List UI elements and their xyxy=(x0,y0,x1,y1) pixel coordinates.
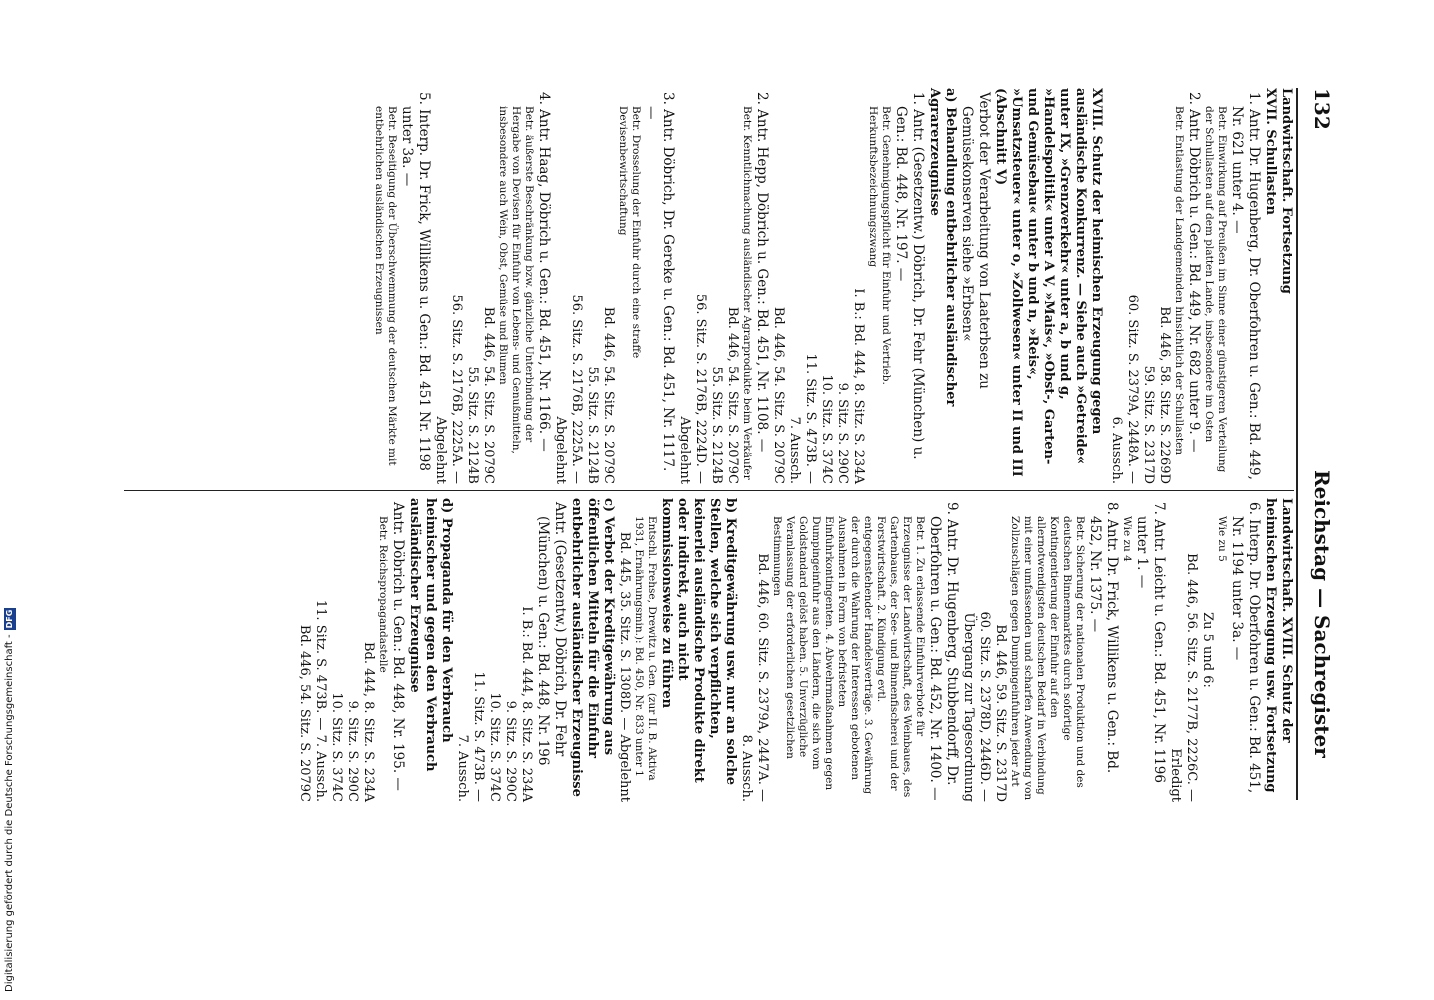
register-line: XVIII. Schutz der heimischen Erzeugung gegen ausländische Konkurrenz. — Siehe auch »Getreide« unter IX, »Grenzverkehr« unter a, b und g, »Handelspolitik« unter A V, »Mais«, »Obst-, Garten- und Gemüsebau« unter b und n, »Reis«, »Umsatzsteuer« unter o, »Zollwesen« unter II und III (Abschnitt V) xyxy=(993,88,1104,477)
register-line: 9. Sitz. S. 290C xyxy=(503,700,518,802)
register-line: 2. Antr. Döbrich u. Gen.: Bd. 449, Nr. 682 unter 9. — xyxy=(1186,92,1202,453)
register-line: Bd. 446, 59. Sitz. S. 2317D xyxy=(993,624,1008,802)
register-line: I. B.: Bd. 444, 8. Sitz. S. 234A xyxy=(519,606,534,802)
register-line: Bd. 446, 54. Sitz. S. 2079C xyxy=(481,306,496,484)
register-line: 8. Aussch. xyxy=(739,734,754,802)
digitization-note xyxy=(4,392,16,992)
register-line: XVII. Schullasten xyxy=(1263,88,1278,215)
register-line: I. B.: Bd. 444, 8. Sitz. S. 234A xyxy=(851,288,866,484)
register-line: 59. Sitz. S. 2317D xyxy=(1141,365,1156,484)
register-line: 8. Antr. Dr. Frick, Willikens u. Gen.: Bd. 452, Nr. 1375. — xyxy=(1087,502,1120,774)
register-line: Antr. Döbrich u. Gen.: Bd. 448, Nr. 195. — xyxy=(390,502,406,791)
register-line: Wie zu 4 xyxy=(1121,516,1133,562)
register-line: Abgelehnt xyxy=(677,416,692,484)
register-line: 55. Sitz. S. 2124B xyxy=(465,366,480,484)
register-line: Antr. (Gesetzentw.) Döbrich, Dr. Fehr (München) u. Gen.: Bd. 448, Nr. 196 xyxy=(535,502,568,766)
register-line: d) Propaganda für den Verbrauch heimischer und gegen den Verbrauch ausländischer Erzeugnisse xyxy=(407,498,454,772)
register-line: c) Verbot der Kreditgewährung aus öffentlichen Mitteln für die Einfuhr entbehrlicher ausländischer Erzeugnisse xyxy=(569,498,616,797)
register-line: Abgelehnt xyxy=(433,416,448,484)
register-line: 10. Sitz. S. 374C xyxy=(819,374,834,484)
register-line: Bd. 444, 8. Sitz. S. 234A xyxy=(361,641,376,802)
register-line: Betr. Einwirkung auf Preußen im Sinne einer günstigeren Verteilung der Schullasten auf dem platten Lande, insbesondere im Osten xyxy=(1203,106,1228,473)
register-line: 55. Sitz. S. 2124B xyxy=(585,366,600,484)
register-line: Bd. 446, 54. Sitz. S. 2079C xyxy=(297,624,312,802)
register-line: 60. Sitz. S. 2378D, 2446D. — xyxy=(977,611,992,802)
register-line: 9. Antr. Dr. Hugenberg, Stubbendorff, Dr. Oberfohren u. Gen.: Bd. 452, Nr. 1400. — xyxy=(927,502,960,801)
register-line: 9. Sitz. S. 290C xyxy=(835,382,850,484)
register-line: Abgelehnt xyxy=(553,416,568,484)
register-line: 6. Interp. Dr. Oberfohren u. Gen.: Bd. 451, Nr. 1194 unter 3a. — xyxy=(1229,502,1262,794)
register-line: Bd. 446, 54. Sitz. S. 2079C xyxy=(601,306,616,484)
register-line: Wie zu 5 xyxy=(1216,516,1228,562)
register-line: Betr. 1. Zu erlassende Einfuhrverbote für Erzeugnisse der Landwirtschaft, des Weinbaues, des Gartenbaues, der See- und Binnenfischerei und der Forstwirtschaft. 2. Kündigung evtl. entgegenstehender Handelsverträge. 3. Gewährung der durch die Wahrung der Interessen gebotenen Ausnahmen in Form von befristeten Einfuhrkontingenten. 4. Abwehrmaßnahmen gegen Dumpingeinfuhr aus den Ländern, die sich vom Goldstandard gelöst haben. 5. Unverzügliche Veranlassung der erforderlichen gesetzlichen Bestimmungen xyxy=(771,516,926,798)
register-line: Betr. Entlastung der Landgemeinden hinsichtlich der Schullasten xyxy=(1173,106,1185,456)
register-line: Zu 5 und 6: xyxy=(1200,612,1215,688)
register-line: 9. Sitz. S. 290C xyxy=(345,700,360,802)
register-line: a) Behandlung entbehrlicher ausländischer Agrarerzeugnisse xyxy=(927,88,958,407)
register-line: Bd. 446, 60. Sitz. S. 2379A, 2447A. — xyxy=(755,553,770,802)
register-line: 7. Aussch. xyxy=(455,734,470,802)
left-column xyxy=(372,88,1294,484)
register-line: 60. Sitz. S. 2379A, 2448A. — xyxy=(1125,294,1140,484)
register-line: 11. Sitz. S. 473B. — xyxy=(803,353,818,484)
register-line: Betr. Beseitigung der Überschwemmung der deutschen Märkte mit entbehrlichen ausländischen Erzeugnissen xyxy=(373,106,398,466)
register-line: Bd. 446, 56. Sitz. S. 2177B, 2226C. — xyxy=(1184,553,1199,802)
register-line: 10. Sitz. S. 374C xyxy=(487,692,502,802)
register-line: Betr. Genehmigungspflicht für Einfuhr und Vertrieb. Herkunftsbezeichnungszwang xyxy=(867,106,892,385)
register-line: 1. Antr. Dr. Hugenberg, Dr. Oberfohren u. Gen.: Bd. 449, Nr. 621 unter 4. — xyxy=(1229,92,1262,480)
funding-text: Digitalisierung gefördert durch die Deutsche Forschungsgemeinschaft - xyxy=(4,634,15,992)
dfg-logo: DFG xyxy=(5,609,14,629)
register-line: 11. Sitz. S. 473B. — 7. Aussch. xyxy=(313,599,328,802)
register-line: Bd. 446, 54. Sitz. S. 2079C xyxy=(771,306,786,484)
register-line: 11. Sitz. S. 473B. — xyxy=(471,671,486,802)
page-number: 132 xyxy=(1310,88,1334,130)
register-line: 4. Antr. Haag, Döbrich u. Gen.: Bd. 451, Nr. 1166. — xyxy=(536,92,552,452)
register-line: 56. Sitz. S. 2176B, 2224D. — xyxy=(693,293,708,484)
header-rule xyxy=(1296,88,1298,800)
register-line: Betr. Drosselung der Einfuhr durch eine straffe Devisenbewirtschaftung xyxy=(617,106,642,359)
register-line: Betr. Kenntlichmachung ausländischer Agrarprodukte beim Verkäufer xyxy=(741,106,753,480)
register-line: Landwirtschaft. XVIII. Schutz der heimischen Erzeugung usw. Fortsetzung xyxy=(1263,498,1294,793)
register-line: Betr. Sicherung der nationalen Produktion und des deutschen Binnenmarktes durch sofortige Kontingentierung der Einfuhr auf den allernotwendigsten deutschen Bedarf in Verbindung mit einer umfassenden und scharfen Anwendung von Zollzuschlägen gegen Dumpingeinfuhren jeder Art xyxy=(1009,516,1086,801)
register-line: 10. Sitz. S. 374C xyxy=(329,692,344,802)
register-line: Bd. 446, 54. Sitz. S. 2079C xyxy=(725,306,740,484)
register-line: 6. Aussch. xyxy=(1109,416,1124,484)
register-line: Erledigt xyxy=(1168,748,1183,802)
right-column xyxy=(296,498,1294,802)
register-line: 55. Sitz. S. 2124B xyxy=(709,366,724,484)
register-line: 56. Sitz. S. 2176B, 2225A. — xyxy=(569,294,584,484)
register-line: 56. Sitz. S. 2176B, 2225A. — xyxy=(449,294,464,484)
register-line: Betr. äußerste Beschränkung bzw. gänzliche Unterbindung der Hergabe von Devisen für Einfuhr von Lebens- und Genußmitteln, insbesondere auch Wein, Obst, Gemüse und Blumen xyxy=(497,106,535,454)
column-divider xyxy=(124,490,1294,491)
register-line: 5. Interp. Dr. Frick, Willikens u. Gen.: Bd. 451 Nr. 1198 unter 3a. — xyxy=(399,92,432,471)
register-line: 3. Antr. Döbrich, Dr. Gereke u. Gen.: Bd. 451, Nr. 1117. — xyxy=(643,92,676,472)
register-line: Landwirtschaft. Fortsetzung xyxy=(1279,88,1294,294)
register-line: Übergang zur Tagesordnung xyxy=(961,612,976,802)
register-line: 1. Antr. (Gesetzentw.) Döbrich, Dr. Fehr (München) u. Gen.: Bd. 448, Nr. 197. — xyxy=(893,92,926,460)
register-line: Betr. Reichspropagandastelle xyxy=(377,516,389,673)
running-head: Reichstag — Sachregister xyxy=(1310,470,1334,758)
register-line: Bd. 446, 58. Sitz. S. 2269D xyxy=(1157,306,1172,484)
register-line: b) Kreditgewährung usw. nur an solche Stellen, welche sich verpflichten, keinerlei ausländische Produkte direkt oder indirekt, auch nicht kommissionsweise zu führen xyxy=(659,498,738,785)
register-line: 7. Aussch. xyxy=(787,416,802,484)
register-line: 2. Antr. Hepp, Döbrich u. Gen.: Bd. 451, Nr. 1108. — xyxy=(754,92,770,453)
register-line: Entschl. Frehse, Drewitz u. Gen. (zur II. B. Aktiva 1931, Ernährungsmin.): Bd. 450, Nr. 833 unter 1 xyxy=(633,516,658,781)
register-line: 7. Antr. Leicht u. Gen.: Bd. 451, Nr. 1196 unter 1. — xyxy=(1134,502,1167,783)
register-line: Verbot der Verarbeitung von Laaterbsen zu Gemüsekonserven siehe »Erbsen« xyxy=(959,92,992,389)
register-line: Bd. 445, 35. Sitz. S. 1308D. — Abgelehnt xyxy=(617,531,632,802)
